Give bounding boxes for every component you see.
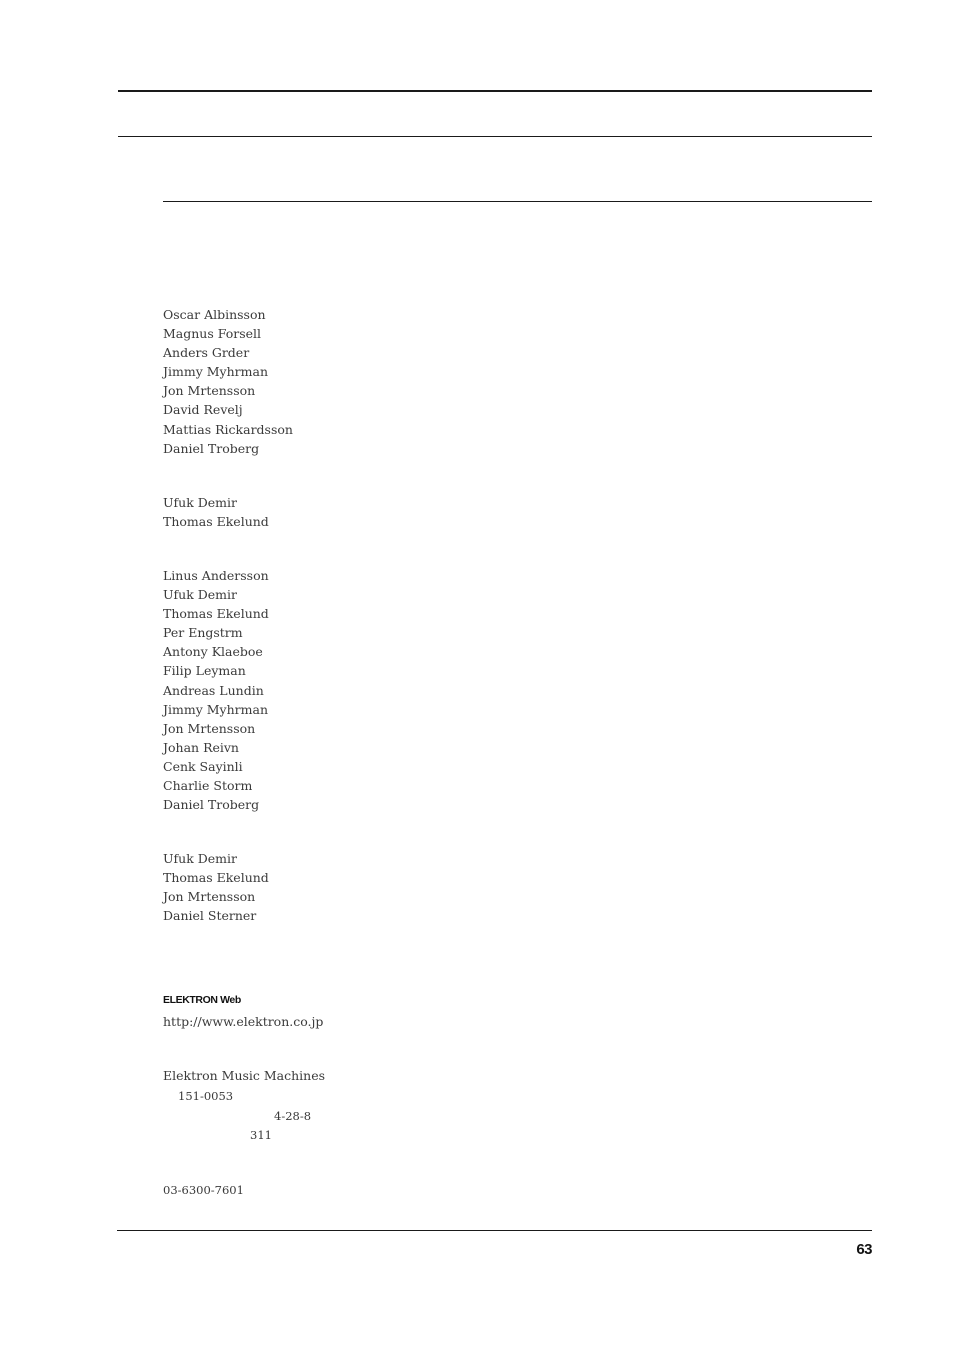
credit-name: Charlie Storm	[163, 778, 253, 794]
credit-name: Thomas Ekelund	[163, 870, 269, 886]
credit-name: Johan Reivn	[163, 739, 239, 755]
section-rule	[163, 201, 872, 202]
credit-name: David Revelj	[163, 402, 243, 418]
credit-name: Thomas Ekelund	[163, 606, 269, 622]
credit-name: Andreas Lundin	[163, 682, 264, 698]
credit-name: Thomas Ekelund	[163, 514, 269, 530]
credit-name: Anders Grder	[163, 345, 250, 361]
room-number: 311	[250, 1128, 272, 1142]
credit-name: Per Engstrm	[163, 625, 243, 641]
credit-name: Antony Klaeboe	[163, 644, 263, 660]
credit-name: Filip Leyman	[163, 663, 246, 679]
credit-name: Daniel Troberg	[163, 440, 260, 456]
credit-name: Linus Andersson	[163, 568, 269, 583]
credit-name: Ufuk Demir	[163, 851, 238, 866]
company-name: Elektron Music Machines	[163, 1068, 326, 1083]
credit-name: Oscar Albinsson	[163, 307, 266, 322]
credit-name: Daniel Troberg	[163, 797, 260, 813]
credit-name: Ufuk Demir	[163, 587, 238, 603]
credits-list-group-a	[163, 305, 293, 458]
footer-rule	[117, 1230, 872, 1231]
credit-name: Jon Mrtensson	[163, 720, 256, 736]
street-address: 4-28-8	[274, 1109, 312, 1123]
credits-list-group-b	[163, 493, 269, 531]
phone-number: 03-6300-7601	[163, 1183, 244, 1197]
web-heading: ELEKTRON Web	[163, 994, 241, 1006]
credit-name: Jimmy Myhrman	[163, 701, 268, 717]
credit-name: Jon Mrtensson	[163, 889, 256, 905]
credits-list-group-c	[163, 566, 269, 814]
postal-code: 151-0053	[178, 1089, 234, 1103]
credit-name: Magnus Forsell	[163, 326, 262, 342]
credit-name: Jon Mrtensson	[163, 383, 256, 399]
credit-name: Mattias Rickardsson	[163, 421, 293, 437]
credit-name: Cenk Sayinli	[163, 758, 243, 774]
page-number: 63	[856, 1241, 872, 1258]
header-rule	[118, 136, 872, 137]
credit-name: Daniel Sterner	[163, 908, 257, 924]
credit-name: Jimmy Myhrman	[163, 364, 268, 380]
header-rule-top	[118, 90, 872, 92]
credits-list-group-d	[163, 849, 269, 925]
website-link[interactable]: http://www.elektron.co.jp	[163, 1014, 324, 1029]
credit-name: Ufuk Demir	[163, 495, 238, 510]
